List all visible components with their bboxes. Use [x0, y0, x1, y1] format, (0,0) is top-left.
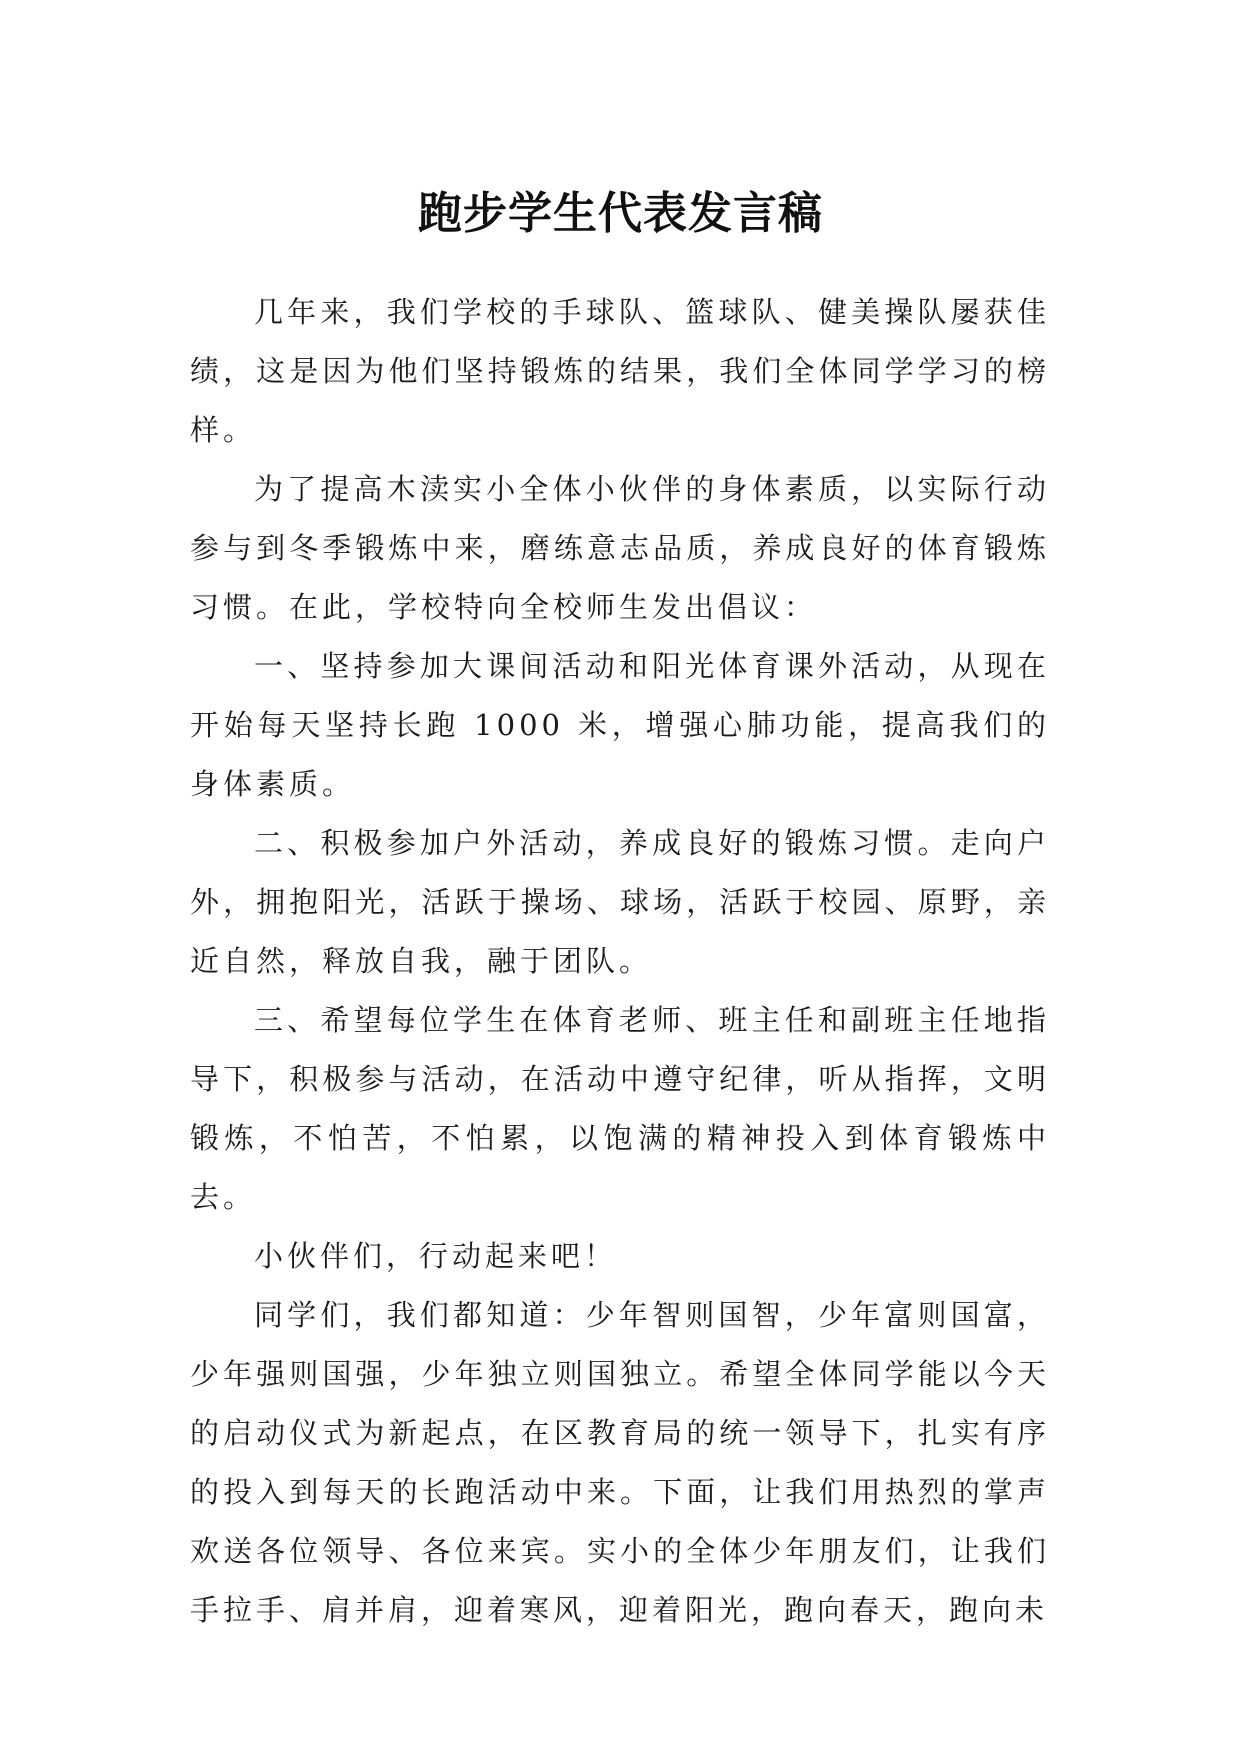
paragraph-6: 小伙伴们，行动起来吧！ — [254, 1239, 618, 1273]
document-title: 跑步学生代表发言稿 — [418, 188, 823, 240]
paragraph-7: 同学们，我们都知道：少年智则国智，少年富则国富，少年强则国强，少年独立则国独立。希望全体同学能以今天的启动仪式为新起点，在区教育局的统一领导下，扎实有序的投入到每天的长跑活动中来。下面，让我们用热烈的掌声欢送各位领导、各位来宾。实小的全体少年朋友们，让我们手拉手、肩并肩，迎着寒风，迎着阳光，跑向春天，跑向未 — [190, 1298, 1050, 1627]
paragraph-1: 几年来，我们学校的手球队、篮球队、健美操队屡获佳绩，这是因为他们坚持锻炼的结果，我们全体同学学习的榜样。 — [190, 295, 1050, 447]
paragraph-2: 为了提高木渎实小全体小伙伴的身体素质，以实际行动参与到冬季锻炼中来，磨练意志品质，养成良好的体育锻炼习惯。在此，学校特向全校师生发出倡议： — [190, 472, 1050, 624]
paragraph-4: 二、积极参加户外活动，养成良好的锻炼习惯。走向户外，拥抱阳光，活跃于操场、球场，活跃于校园、原野，亲近自然，释放自我，融于团队。 — [190, 826, 1050, 978]
document-body — [190, 283, 1050, 1640]
paragraph-5: 三、希望每位学生在体育老师、班主任和副班主任地指导下，积极参与活动，在活动中遵守纪律，听从指挥，文明锻炼，不怕苦，不怕累，以饱满的精神投入到体育锻炼中去。 — [190, 1003, 1050, 1214]
paragraph-3: 一、坚持参加大课间活动和阳光体育课外活动，从现在开始每天坚持长跑 1000 米，增强心肺功能，提高我们的身体素质。 — [190, 649, 1050, 801]
